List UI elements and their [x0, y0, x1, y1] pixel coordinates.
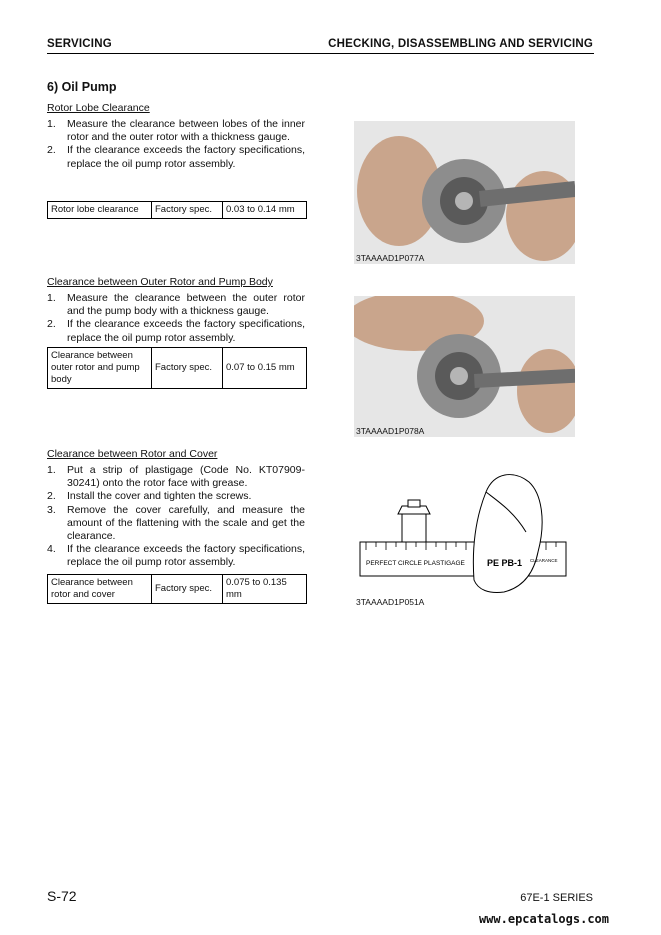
- caption-photo-2: 3TAAAAD1P078A: [356, 426, 425, 436]
- step-number: 4.: [47, 543, 56, 556]
- header-left: SERVICING: [47, 38, 112, 50]
- steps-outer-rotor: [47, 292, 305, 345]
- spec-label: Factory spec.: [152, 575, 223, 604]
- step-number: 1.: [47, 292, 56, 304]
- spec-table-rotor-cover: [47, 574, 307, 604]
- step-text: Measure the clearance between the outer rotor and the pump body with a thickness gauge.: [67, 292, 305, 318]
- step: [47, 318, 305, 344]
- photo-outer-rotor-illustration: [354, 296, 575, 437]
- page-number: S-72: [47, 888, 77, 904]
- step: [47, 543, 305, 569]
- spec-item: Clearance between rotor and cover: [48, 575, 152, 604]
- step-text: Install the cover and tighten the screws.: [67, 490, 252, 503]
- step-number: 2.: [47, 144, 56, 157]
- header-rule: [47, 53, 594, 54]
- photo-rotor-lobe-illustration: [354, 121, 575, 264]
- figure-label-pb1: PE PB-1: [487, 558, 523, 568]
- step-text: Measure the clearance between lobes of the inner rotor and the outer rotor with a thickness gauge.: [67, 118, 305, 144]
- series-label: 67E-1 SERIES: [520, 892, 593, 904]
- figure-plastigage: [354, 462, 575, 594]
- spec-table-rotor-lobe: [47, 201, 307, 219]
- step: [47, 464, 305, 490]
- step-text: Put a strip of plastigage (Code No. KT07909-30241) onto the rotor face with grease.: [67, 464, 305, 490]
- header-right: CHECKING, DISASSEMBLING AND SERVICING: [328, 38, 593, 50]
- step: [47, 144, 305, 170]
- step-text: If the clearance exceeds the factory specifications, replace the oil pump rotor assembly.: [67, 144, 305, 170]
- step-text: If the clearance exceeds the factory specifications, replace the oil pump rotor assembly.: [67, 318, 305, 344]
- step: [47, 504, 305, 544]
- spec-value: 0.07 to 0.15 mm: [223, 348, 307, 389]
- steps-rotor-lobe: [47, 118, 305, 171]
- figure-label-plastigage: PERFECT CIRCLE PLASTIGAGE: [366, 560, 465, 567]
- step-text: Remove the cover carefully, and measure the amount of the flattening with the scale and get the clearance.: [67, 503, 305, 543]
- caption-photo-1: 3TAAAAD1P077A: [356, 253, 425, 263]
- subtitle-outer-rotor: Clearance between Outer Rotor and Pump Body: [47, 276, 273, 288]
- figure-label-clearance: CLEARANCE: [530, 558, 558, 563]
- subtitle-rotor-lobe: Rotor Lobe Clearance: [47, 102, 150, 114]
- spec-value: 0.075 to 0.135 mm: [223, 575, 307, 604]
- step: [47, 118, 305, 144]
- figure-plastigage-drawing: [354, 462, 575, 594]
- spec-label: Factory spec.: [152, 202, 223, 219]
- subtitle-rotor-cover: Clearance between Rotor and Cover: [47, 448, 218, 460]
- steps-rotor-cover: [47, 464, 305, 570]
- watermark-link[interactable]: www.epcatalogs.com: [478, 912, 609, 926]
- step: [47, 292, 305, 318]
- spec-value: 0.03 to 0.14 mm: [223, 202, 307, 219]
- spec-item: Clearance between outer rotor and pump body: [48, 348, 152, 389]
- photo-outer-rotor: [354, 296, 575, 437]
- spec-table-outer-rotor: [47, 347, 307, 389]
- spec-item: Rotor lobe clearance: [48, 202, 152, 219]
- step-number: 3.: [47, 503, 56, 516]
- section-title: 6) Oil Pump: [47, 80, 117, 94]
- photo-rotor-lobe: [354, 121, 575, 264]
- step-number: 1.: [47, 118, 56, 130]
- step-number: 2.: [47, 490, 56, 503]
- caption-figure-3: 3TAAAAD1P051A: [356, 597, 425, 607]
- step-number: 2.: [47, 318, 56, 331]
- spec-label: Factory spec.: [152, 348, 223, 389]
- step-text: If the clearance exceeds the factory specifications, replace the oil pump rotor assembly.: [67, 543, 305, 569]
- step-number: 1.: [47, 464, 56, 476]
- step: [47, 490, 305, 503]
